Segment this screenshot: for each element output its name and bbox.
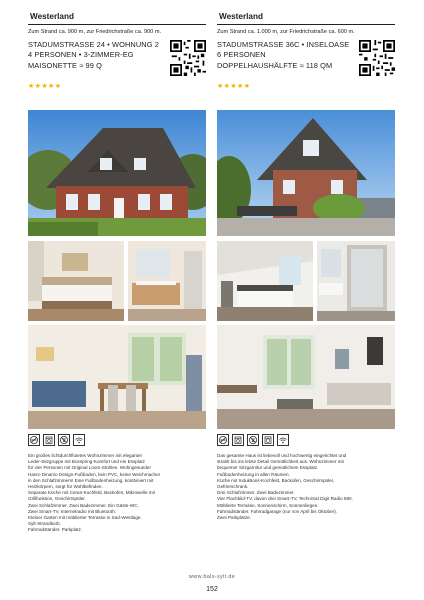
description-line: Gefrierschrank. bbox=[217, 484, 249, 490]
distance-text: Zum Strand ca. 1.000 m, zur Friedrichstraße ca. 600 m. bbox=[217, 29, 355, 35]
description-line: Fußbodenheizung in allen Räumen. bbox=[217, 471, 290, 477]
description-line: Zwei Schlafzimmer. Zwei Badezimmer. Ein Gäste-WC. bbox=[28, 502, 139, 508]
bedroom-photo bbox=[217, 241, 313, 321]
wifi-icon bbox=[277, 434, 289, 446]
listing-title: Westerland bbox=[217, 8, 395, 25]
description-left bbox=[28, 453, 208, 534]
description-right bbox=[217, 453, 397, 521]
description-line: Küche mit Induktions-Kochfeld, Backofen, Geschirrspüler, bbox=[217, 477, 335, 483]
description-line: in den Schlafzimmern! Eine Fußbodenheizung, kombiniert mit bbox=[28, 477, 154, 483]
spec-line: 4 PERSONEN • 3-ZIMMER-EG bbox=[28, 50, 134, 60]
listing-right bbox=[217, 8, 395, 92]
page-number: 152 bbox=[206, 586, 218, 593]
washing-machine-icon bbox=[262, 434, 274, 446]
bathroom-photo bbox=[128, 241, 206, 321]
spec-line: 6 PERSONEN bbox=[217, 50, 266, 60]
house-exterior-photo bbox=[28, 110, 206, 236]
no-pets-icon bbox=[247, 434, 259, 446]
description-line: Möblierte Terrasse, Sonnenschirm, Sonnenliegen. bbox=[217, 502, 319, 508]
no-smoking-icon bbox=[28, 434, 40, 446]
no-pets-icon bbox=[58, 434, 70, 446]
spec-line: DOPPELHAUSHÄLFTE ≈ 118 QM bbox=[217, 60, 333, 70]
description-line: Drei Schlafzimmer. Zwei Badezimmer. bbox=[217, 490, 295, 496]
qr-code[interactable] bbox=[170, 40, 206, 76]
dishwasher-icon bbox=[232, 434, 244, 446]
living-room-photo bbox=[28, 325, 206, 429]
listing-header bbox=[28, 40, 206, 80]
house-exterior-photo bbox=[217, 110, 395, 236]
dishwasher-icon bbox=[43, 434, 55, 446]
distance-text: Zum Strand ca. 900 m, zur Friedrichstraße ca. 900 m. bbox=[28, 29, 162, 35]
description-line: strahlt bis ins letzte Detail Gemütlichkeit aus. Wohnzimmer mit bbox=[217, 459, 344, 465]
bathroom-photo bbox=[317, 241, 395, 321]
description-line: Grillfunktion, Geschirrspüler. bbox=[28, 496, 86, 502]
listing-header bbox=[217, 40, 395, 80]
description-line: Zwei Parkplätze. bbox=[217, 515, 251, 521]
spec-line: STADUMSTRASSE 36C • INSELOASE bbox=[217, 40, 350, 49]
amenity-icons bbox=[217, 434, 289, 446]
listing-left bbox=[28, 8, 206, 92]
description-line: für vier Personen mit Original Loom-Stühlen. Wohngesunder bbox=[28, 465, 151, 471]
description-line: Ein großes lichtdurchflutetes Wohnzimmer mit eleganter bbox=[28, 453, 143, 458]
description-line: Fahrradständer. Parkplatz. bbox=[28, 527, 83, 533]
bedroom-photo bbox=[28, 241, 124, 321]
description-line: Leder-Sitzgruppe mit Boxspring-Komfort und ein Essplatz bbox=[28, 459, 145, 465]
description-line: Zwei Smart-TV, Internetradio mit Bluetooth. bbox=[28, 508, 116, 514]
description-line: Das gesamte Haus ist liebevoll und hochwertig eingerichtet und bbox=[217, 453, 347, 458]
website-url[interactable]: www.bals-sylt.de bbox=[188, 574, 236, 580]
description-line: Sylt-Strandkorb. bbox=[28, 521, 61, 527]
description-line: Kleiner Garten mit möblierter Terrasse in Süd-Westlage. bbox=[28, 515, 142, 521]
description-line: Heizkörpern, sorgt für Wohlbefinden. bbox=[28, 484, 103, 490]
spec-block bbox=[217, 40, 357, 71]
rating-stars: ★★★★★ bbox=[28, 83, 62, 90]
wifi-icon bbox=[73, 434, 85, 446]
no-smoking-icon bbox=[217, 434, 229, 446]
spec-line: MAISONETTE ≈ 99 Q bbox=[28, 60, 102, 70]
spec-block bbox=[28, 40, 168, 71]
living-room-photo bbox=[217, 325, 395, 429]
spec-line: STADUMSTRASSE 24 • WOHNUNG 2 bbox=[28, 40, 159, 49]
description-line: Separate Küche mit Ceran-Kochfeld, Backofen, Mikrowelle mit bbox=[28, 490, 155, 496]
description-line: Vier Flachbild-TV, davon drei Smart-TV, TechniSat Digit Radio 580. bbox=[217, 496, 353, 502]
listing-title: Westerland bbox=[28, 8, 206, 25]
rating-stars: ★★★★★ bbox=[217, 83, 251, 90]
description-line: Fahrradständer. Fahrradgarage (nur von April bis Oktober). bbox=[217, 508, 338, 514]
description-line: bequemer Sitzgarnitur und gemütlichem Essplatz. bbox=[217, 465, 319, 471]
description-line: Hanro Dinamo Design-Fußboden, kein PVC, keine Weichmacher bbox=[28, 471, 161, 477]
qr-code[interactable] bbox=[359, 40, 395, 76]
amenity-icons bbox=[28, 434, 85, 446]
